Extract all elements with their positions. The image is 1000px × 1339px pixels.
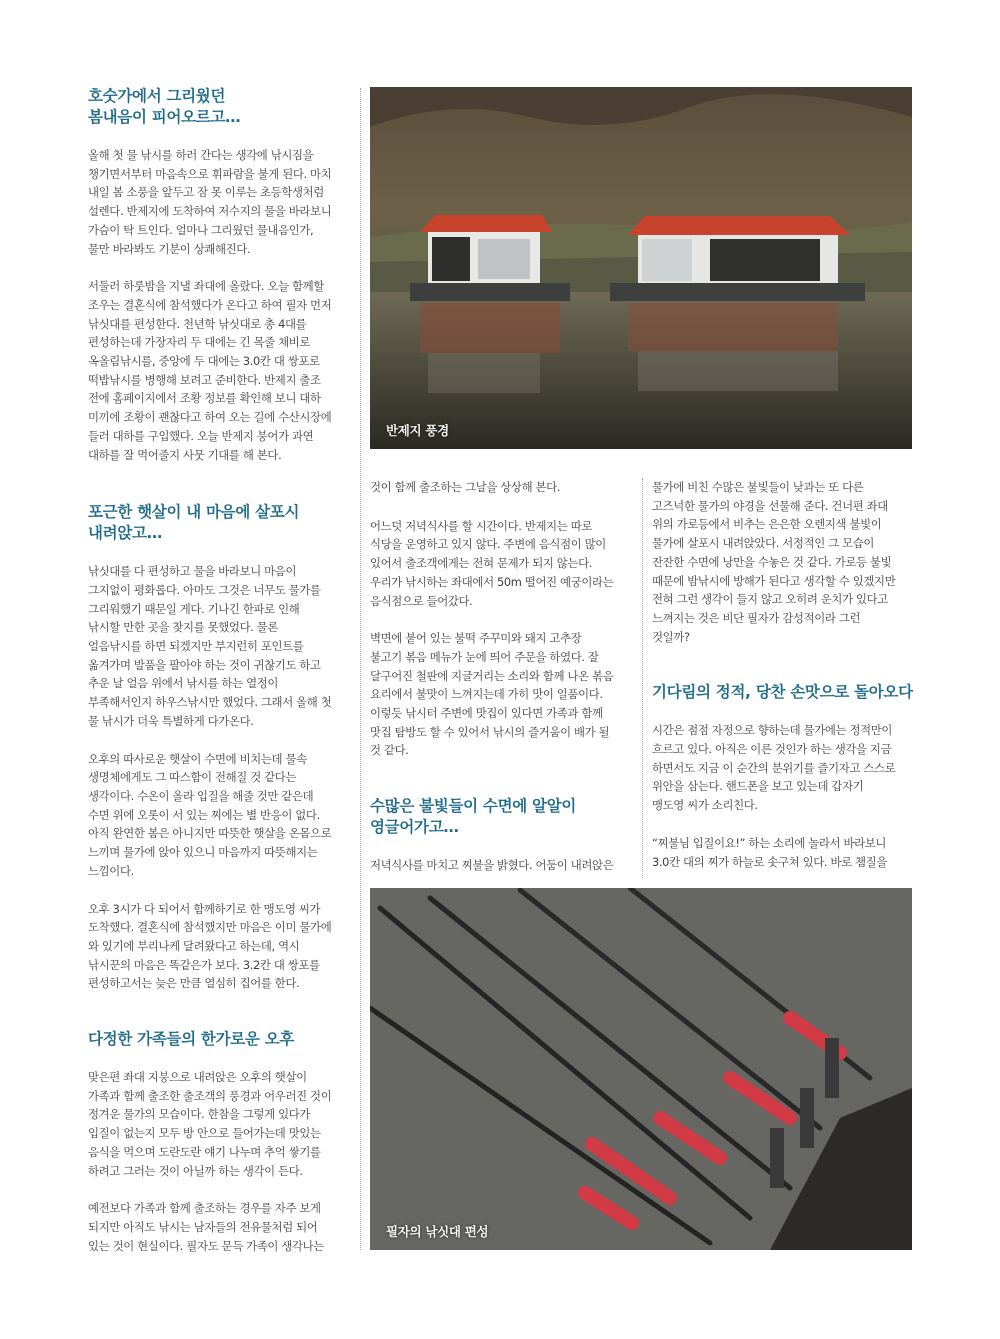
paragraph: 오후의 따사로운 햇살이 수면에 비치는데 물속 생명체에게도 그 따스함이 전해질 것 같다는 생각이다. 수온이 올라 입질을 해줄 것만 같은데 수면 위에 오롯이 서 있는 찌에는 별 반응이 없다. 아직 완연한 봄은 아니지만 따뜻한 햇살을 온몸으로 느끼며 물가에 앉아 있으니 마음까지 따뜻해지는 느낌이다. — [88, 751, 332, 878]
section-title: 포근한 햇살이 내 마음에 살포시 내려앉고… — [88, 503, 300, 543]
paragraph: 저녁식사를 마치고 찌불을 밝혔다. 어둠이 내려앉은 — [370, 858, 614, 873]
column-divider-left — [360, 88, 361, 1250]
paragraph: 물가에 비친 수많은 불빛들이 낮과는 또 다른 고즈넉한 물가의 야경을 선물해 준다. 건너편 좌대 위의 가로등에서 비추는 은은한 오렌지색 불빛이 물가에 살포시 내려앉았다. 서정적인 그 모습이 잔잔한 수면에 낭만을 수놓은 것 같다. 가로등 불빛 때문에 밤낚시에 방해가 된다고 생각할 수 있겠지만 전혀 그런 생각이 들지 않고 오히려 운치가 있다고 느껴지는 것은 비단 필자가 감성적이라 그런 것일까? — [652, 480, 896, 644]
section-title: 수많은 불빛들이 수면에 알알이 영글어가고… — [370, 797, 577, 837]
photo-caption: 반제지 풍경 — [386, 423, 449, 438]
section-title: 다정한 가족들의 한가로운 오후 — [88, 1030, 295, 1049]
reservoir-landscape-photo — [370, 87, 912, 449]
column-divider-right — [642, 478, 643, 878]
paragraph: 예전보다 가족과 함께 출조하는 경우를 자주 보게 되지만 아직도 낚시는 남자들의 전유물처럼 되어 있는 것이 현실이다. 필자도 문득 가족이 생각나는 — [88, 1201, 324, 1253]
photo-caption: 필자의 낚싯대 편성 — [386, 1224, 489, 1239]
paragraph: 시간은 점점 자정으로 향하는데 물가에는 정적만이 흐르고 있다. 아직은 이른 것인가 하는 생각을 지금 하면서도 지금 이 순간의 분위기를 즐기자고 스스로 위안을 삼는다. 핸드폰을 보고 있는데 갑자기 맹도영 씨가 소리친다. — [652, 723, 896, 813]
left-column — [88, 86, 350, 1255]
fishing-rods-photo — [370, 888, 912, 1250]
section-title: 기다림의 정적, 당찬 손맛으로 돌아오다 — [652, 683, 913, 702]
paragraph: 낚싯대를 다 편성하고 물을 바라보니 마음이 그지없이 평화롭다. 아마도 그것은 너무도 물가를 그리워했기 때문일 게다. 기나긴 한파로 인해 낚시할 만한 곳을 찾지를 못했었다. 물론 얼음낚시를 하면 되겠지만 부지런히 포인트를 옮겨가며 발품을 팔아야 하는 것이 귀찮기도 하고 추운 날 얼음 위에서 낚시를 하는 열정이 부족해서인지 하우스낚시만 했었다. 그래서 올해 첫 물 낚시가 더욱 특별하게 다가온다. — [88, 564, 332, 728]
paragraph: 서둘러 하룻밤을 지낼 좌대에 올랐다. 오늘 함께할 조우는 결혼식에 참석했다가 온다고 하여 필자 먼저 낚싯대를 편성한다. 천년학 낚싯대로 총 4대를 편성하는데 가장자리 두 대에는 긴 목줄 채비로 옥올림낚시를, 중앙에 두 대에는 3.0칸 대 쌍포로 떡밥낚시를 병행해 보려고 준비한다. 반제지 출조 전에 홈페이지에서 조황 정보를 확인해 보니 대하 미끼에 조황이 괜찮다고 하여 오는 길에 수산시장에 들러 대하를 구입했다. 오늘 반제지 붕어가 과연 대하를 잘 먹어줄지 사뭇 기대를 해 본다. — [88, 279, 332, 462]
paragraph: 것이 함께 출조하는 그날을 상상해 본다. — [370, 480, 561, 494]
paragraph: 오후 3시가 다 되어서 함께하기로 한 맹도영 씨가 도착했다. 결혼식에 참석했지만 마음은 이미 물가에 와 있기에 부리나케 달려왔다고 하는데, 역시 낚시꾼의 마음은 똑같은가 보다. 3.2칸 대 쌍포를 편성하고서는 늦은 만큼 열심히 집어를 한다. — [88, 901, 332, 991]
right-column — [652, 478, 914, 871]
paragraph: 어느덧 저녁식사를 할 시간이다. 반제지는 따로 식당을 운영하고 있지 않다. 주변에 음식점이 많이 있어서 출조객에게는 전혀 문제가 되지 않는다. 우리가 낚시하는 좌대에서 50m 떨어진 예궁이라는 음식점으로 들어갔다. — [370, 518, 614, 608]
paragraph: “찌불님 입질이요!” 하는 소리에 놀라서 바라보니 3.0칸 대의 찌가 하늘로 솟구쳐 있다. 바로 챔질을 — [652, 835, 887, 869]
section-title: 호숫가에서 그리웠던 봄내음이 피어오르고… — [88, 87, 241, 126]
paragraph: 벽면에 붙어 있는 불떡 주꾸미와 돼지 고추장 불고기 볶음 메뉴가 눈에 띄어 주문을 하였다. 잘 달구어진 철판에 지글거리는 소리와 함께 나온 볶음 요리에서 불맛이 느껴지는데 가히 맛이 일품이다. 이렇듯 낚시터 주변에 맛집이 있다면 가족과 함께 맛집 탐방도 할 수 있어서 낚시의 즐거움이 배가 될 것 같다. — [370, 631, 614, 758]
paragraph: 맞은편 좌대 지붕으로 내려앉은 오후의 햇살이 가족과 함께 출조한 출조객의 풍경과 어우러진 것이 정겨운 물가의 모습이다. 한참을 그렇게 있다가 입질이 없는지 모두 방 안으로 들어가는데 맛있는 음식을 먹으며 도란도란 얘기 나누며 추억 쌓기를 하려고 그러는 것이 아닐까 하는 생각이 든다. — [88, 1070, 332, 1178]
paragraph: 올해 첫 물 낚시를 하러 간다는 생각에 낚시짐을 챙기면서부터 마음속으로 휘파람을 불게 된다. 마치 내일 봄 소풍을 앞두고 잠 못 이루는 초등학생처럼 설렌다. 반제지에 도착하여 저수지의 물을 바라보니 가슴이 탁 트인다. 얼마나 그리웠던 물내음인가, 물만 바라봐도 기분이 상쾌해진다. — [88, 148, 332, 256]
middle-column — [370, 478, 632, 875]
